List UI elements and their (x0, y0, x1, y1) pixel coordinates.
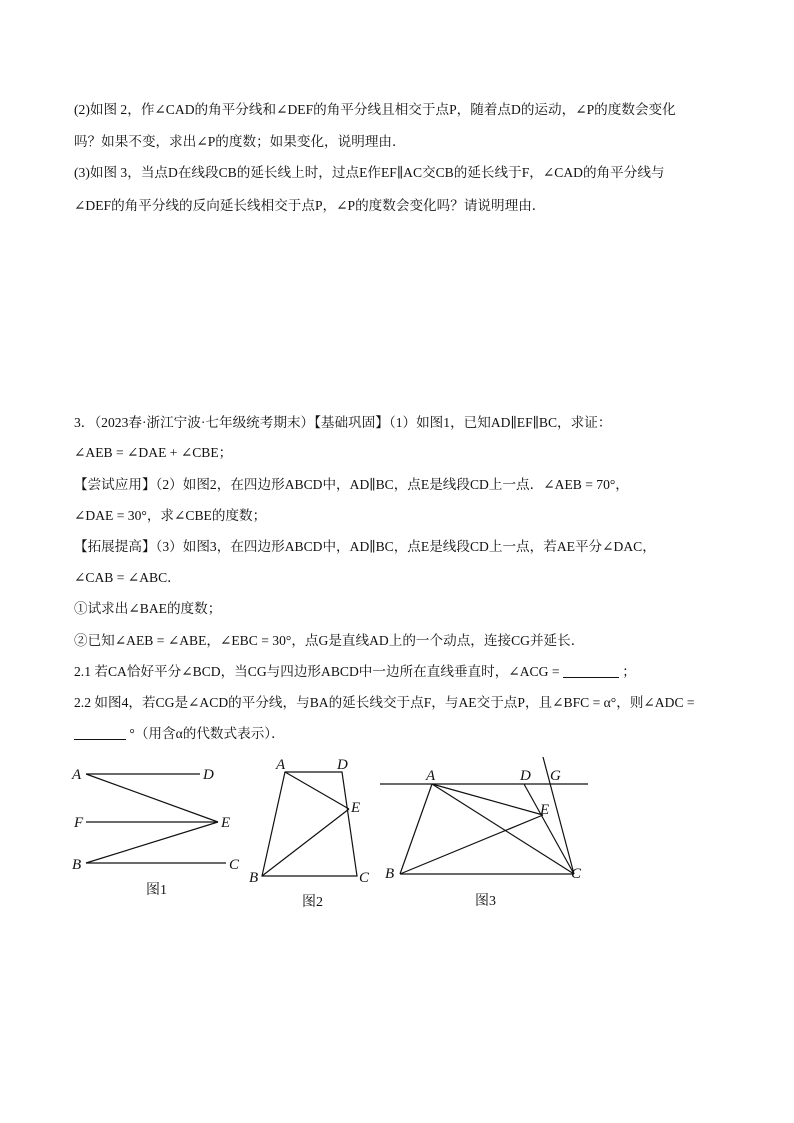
text-line-try-b: ∠DAE = 30°，求∠CBE的度数； (74, 508, 267, 523)
text-line-sub1: ①试求出∠BAE的度数； (74, 601, 222, 616)
text-line-extend-a: 【拓展提高】（3）如图3，在四边形ABCD中，AD∥BC，点E是线段CD上一点，若AE平分∠DAC， (74, 539, 656, 554)
figure-3 (375, 755, 595, 890)
text-line-2-1 (74, 662, 734, 682)
text-line-2-2b (74, 724, 734, 744)
figure-2-caption: 图2 (302, 895, 323, 910)
fig2-label-e: E (351, 800, 361, 816)
problem-3-heading: 3．（2023春·浙江宁波·七年级统考期末）【基础巩固】（1）如图1，已知AD∥EF∥BC，求证： (74, 415, 612, 430)
fig2-label-d: D (337, 757, 348, 773)
text-line-q3a: (3)如图 3，当点D在线段CB的延长线上时，过点E作EF∥AC交CB的延长线于F，∠CAD的角平分线与 (74, 165, 665, 180)
text-line-q2b: 吗？如果不变，求出∠P的度数；如果变化，说明理由． (74, 134, 406, 149)
fig1-label-f: F (74, 815, 84, 831)
fig3-label-d: D (520, 768, 531, 784)
fig1-label-a: A (72, 767, 82, 783)
figure-1-caption: 图1 (146, 883, 167, 898)
fig3-label-a: A (426, 768, 436, 784)
fig3-label-g: G (550, 768, 561, 784)
figure-3-caption: 图3 (475, 894, 496, 909)
fig1-label-e: E (221, 815, 231, 831)
fig3-label-e: E (540, 802, 550, 818)
fig3-label-b: B (385, 866, 395, 882)
fig1-label-c: C (229, 857, 240, 873)
fig2-label-a: A (276, 757, 286, 773)
answer-blank-adc[interactable] (74, 725, 126, 740)
text-line-try-a: 【尝试应用】（2）如图2，在四边形ABCD中，AD∥BC，点E是线段CD上一点．∠AEB = 70°， (74, 477, 629, 492)
text-2-1-end: ； (622, 664, 636, 679)
text-2-1-body: 2.1 若CA恰好平分∠BCD，当CG与四边形ABCD中一边所在直线垂直时，∠ACG = (74, 664, 560, 679)
fig2-label-c: C (359, 870, 370, 886)
text-line-2-2: 2.2 如图4，若CG是∠ACD的平分线，与BA的延长线交于点F，与AE交于点P，且∠BFC = α°，则∠ADC = (74, 695, 695, 710)
text-line-equation: ∠AEB = ∠DAE + ∠CBE； (74, 445, 233, 460)
figure-2 (245, 755, 375, 885)
answer-blank-acg[interactable] (563, 663, 619, 678)
fig3-label-c: C (571, 866, 582, 882)
fig1-label-b: B (72, 857, 82, 873)
text-line-extend-b: ∠CAB = ∠ABC． (74, 570, 181, 585)
text-2-2-end: °（用含α的代数式表示）． (129, 726, 285, 741)
text-line-sub2: ②已知∠AEB = ∠ABE，∠EBC = 30°，点G是直线AD上的一个动点，连接CG并延长． (74, 633, 585, 648)
text-line-q3b: ∠DEF的角平分线的反向延长线相交于点P，∠P的度数会变化吗？请说明理由． (74, 198, 546, 213)
fig1-label-d: D (203, 767, 214, 783)
text-line-q2a: (2)如图 2，作∠CAD的角平分线和∠DEF的角平分线且相交于点P，随着点D的运动，∠P的度数会变化 (74, 102, 676, 117)
fig2-label-b: B (249, 870, 259, 886)
